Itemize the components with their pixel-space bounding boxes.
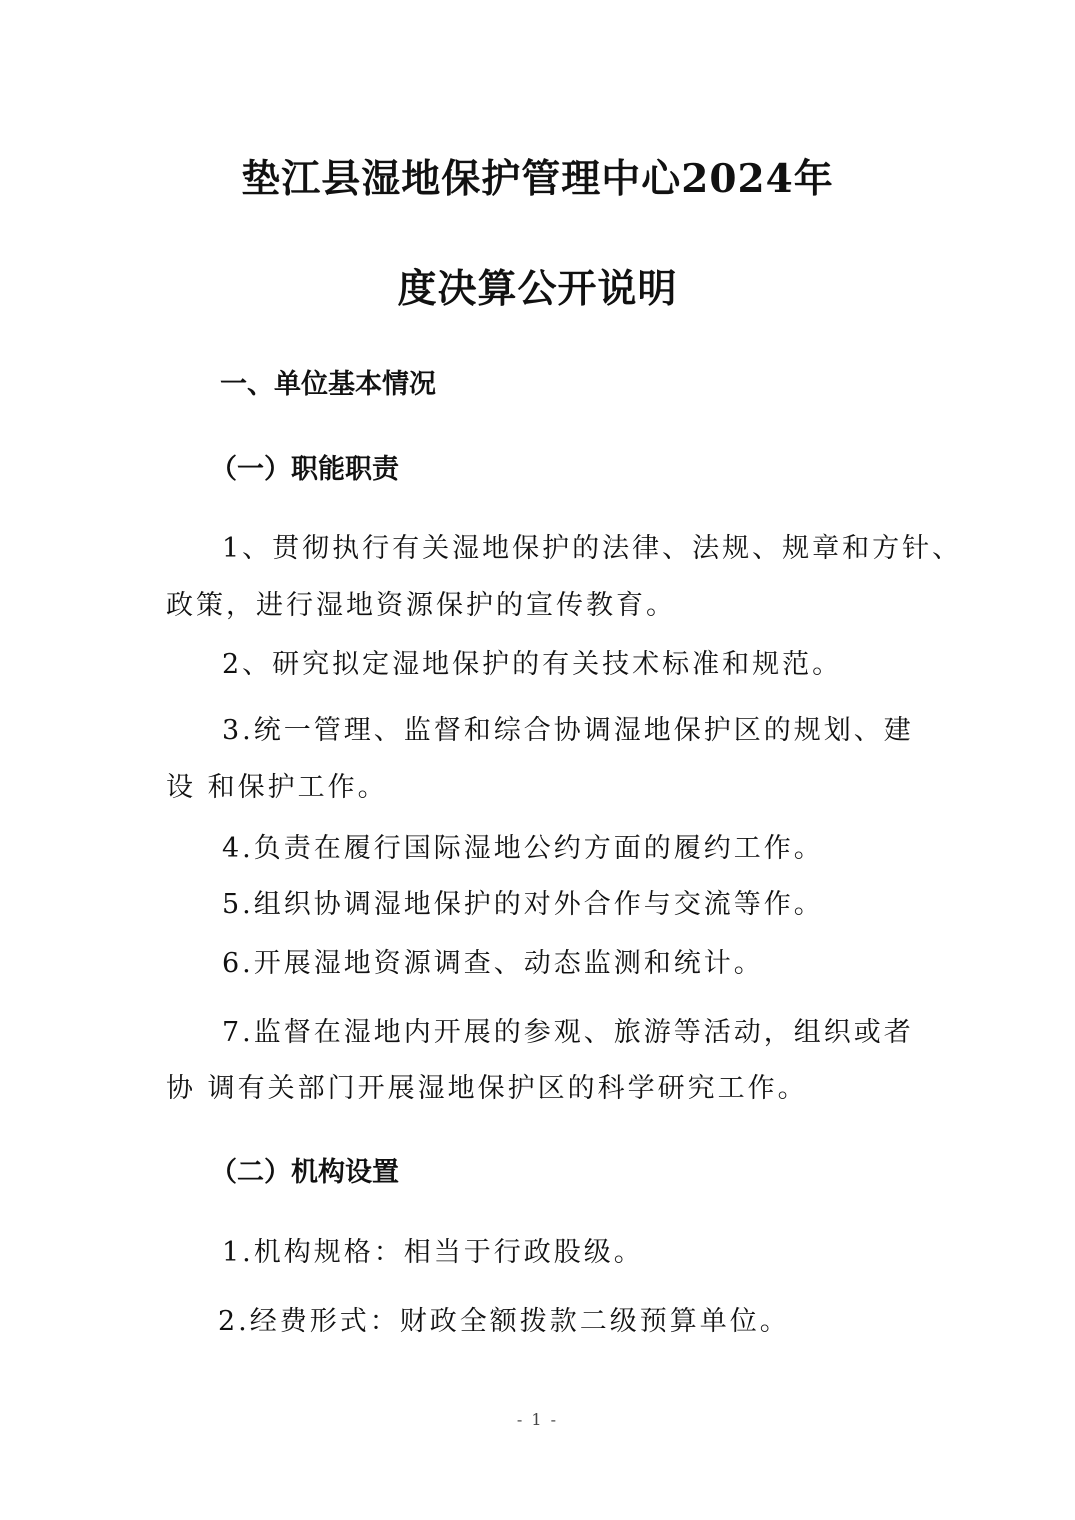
subsection-heading-duties: （一）职能职责 xyxy=(210,454,399,485)
duty-item-1-line-1: 1、贯彻执行有关湿地保护的法律、法规、规章和方针、 xyxy=(222,533,963,564)
duty-item-3-line-1: 3.统一管理、监督和综合协调湿地保护区的规划、建 xyxy=(222,715,914,746)
document-title-line-2: 度决算公开说明 xyxy=(397,266,678,312)
section-heading-basic-info: 一、单位基本情况 xyxy=(220,369,436,400)
duty-item-6: 6.开展湿地资源调查、动态监测和统计。 xyxy=(222,948,764,979)
org-item-1: 1.机构规格：相当于行政股级。 xyxy=(222,1237,644,1268)
page-number: - 1 - xyxy=(516,1410,559,1429)
duty-item-4: 4.负责在履行国际湿地公约方面的履约工作。 xyxy=(222,833,824,864)
duty-item-7-line-2: 协 调有关部门开展湿地保护区的科学研究工作。 xyxy=(166,1073,808,1104)
org-item-2: 2.经费形式：财政全额拨款二级预算单位。 xyxy=(218,1306,790,1337)
subsection-heading-organization: （二）机构设置 xyxy=(210,1157,399,1188)
duty-item-2: 2、研究拟定湿地保护的有关技术标准和规范。 xyxy=(222,649,843,680)
duty-item-3-line-2: 设 和保护工作。 xyxy=(166,772,388,803)
duty-item-7-line-1: 7.监督在湿地内开展的参观、旅游等活动，组织或者 xyxy=(222,1017,914,1048)
document-title-line-1: 垫江县湿地保护管理中心2024年 xyxy=(241,156,834,202)
duty-item-5: 5.组织协调湿地保护的对外合作与交流等作。 xyxy=(222,889,824,920)
duty-item-1-line-2: 政策，进行湿地资源保护的宣传教育。 xyxy=(166,590,676,621)
